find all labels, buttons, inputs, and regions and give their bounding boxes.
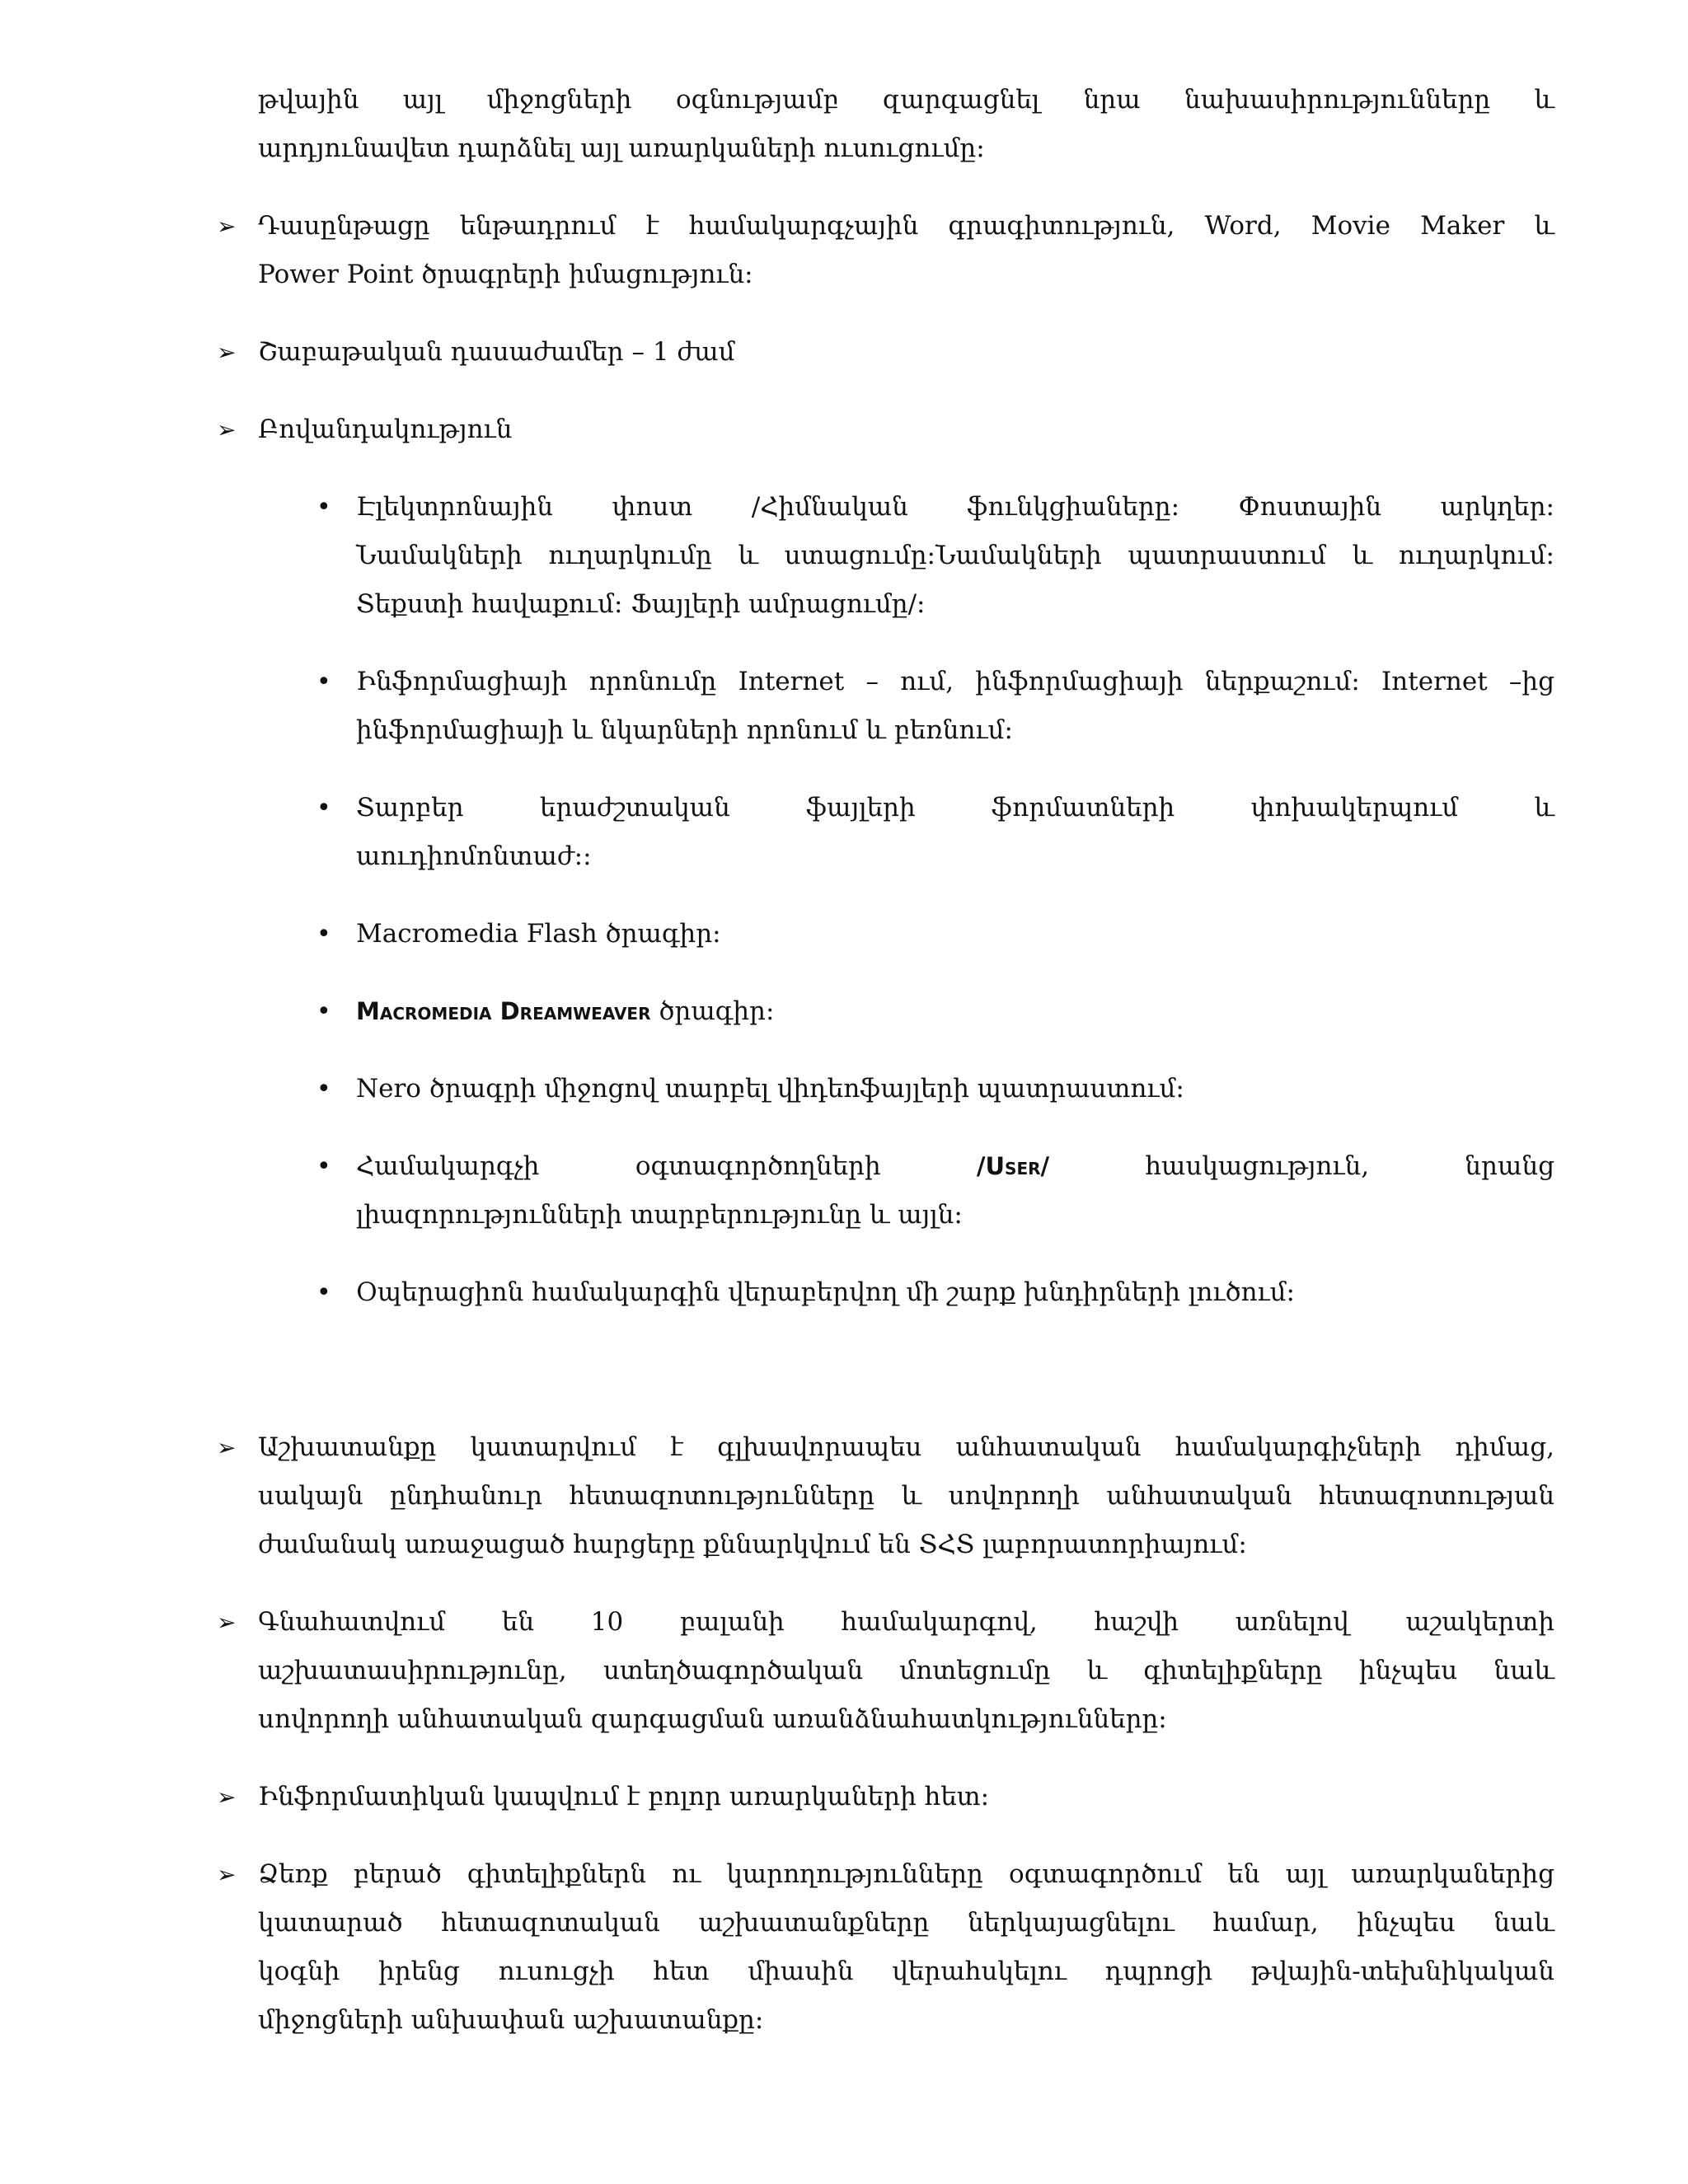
- bullet-icon: •: [316, 1278, 331, 1307]
- text-line: Տեքստի հավաքում: Ֆայլերի ամրացումը/:: [356, 589, 926, 619]
- text-line: Դասընթացը ենթադրում է համակարգչային գրագիտություն, Word, Movie Maker և: [258, 211, 1554, 241]
- text-fragment: նրանց: [1465, 1151, 1554, 1181]
- section-item-applied-knowledge: [217, 1850, 1554, 2045]
- text-line: աուդիոմոնտաժ::: [356, 841, 592, 871]
- section-item-grading: [217, 1598, 1554, 1744]
- text-line: լիազորությունների տարբերությունը և այլն։: [356, 1200, 963, 1230]
- arrow-bullet-icon: ➢: [217, 1434, 237, 1461]
- text-column: [217, 76, 1554, 2074]
- software-name: Macromedia Dreamweaver: [356, 997, 651, 1025]
- text-line: Շաբաթական դասաժամեր – 1 ժամ: [258, 337, 735, 367]
- text-line: Էլեկտրոնային փոստ /Հիմնական ֆունկցիաները: Փոստային արկղեր:: [356, 492, 1554, 522]
- text-line: թվային այլ միջոցների օգնությամբ զարգացնել նրա նախասիրությունները և: [258, 85, 1554, 115]
- text-line: կատարած հետազոտական աշխատանքները ներկայացնելու համար, ինչպես նաև: [258, 1908, 1554, 1938]
- text-line: սովորողի անհատական զարգացման առանձնահատկությունները։: [258, 1704, 1167, 1734]
- text-line: Power Point ծրագրերի իմացություն:: [258, 260, 753, 289]
- bullet-icon: •: [316, 1152, 331, 1181]
- text-fragment: Համակարգչի օգտագործողների: [356, 1151, 881, 1181]
- section-item-course-requirements: [217, 202, 1554, 299]
- bullet-icon: •: [316, 493, 331, 522]
- arrow-bullet-icon: ➢: [217, 339, 237, 366]
- text-line: Macromedia Flash ծրագիր:: [356, 919, 721, 949]
- bullet-icon: •: [316, 794, 331, 823]
- content-list-item-nero: [316, 1065, 1554, 1113]
- bullet-icon: •: [316, 1075, 331, 1104]
- user-term: /User/: [976, 1152, 1050, 1180]
- text-line: սակայն ընդհանուր հետազոտությունները և սովորողի անհատական հետազոտության: [258, 1481, 1554, 1511]
- bullet-icon: •: [316, 920, 331, 949]
- bullet-icon: •: [316, 668, 331, 696]
- bullet-icon: •: [316, 997, 331, 1026]
- text-line: Ինֆորմատիկան կապվում է բոլոր առարկաների հետ:: [258, 1782, 990, 1811]
- text-line: Ձեռք բերած գիտելիքներն ու կարողությունները օգտագործում են այլ առարկաներից: [258, 1859, 1554, 1889]
- content-list-item-audio: [316, 784, 1554, 881]
- text-line: Բովանդակություն: [258, 415, 513, 444]
- section-item-interdisciplinary: [217, 1773, 1554, 1821]
- content-list-item-email: [316, 483, 1554, 629]
- text-line: աշխատասիրությունը, ստեղծագործական մոտեցումը և գիտելիքները ինչպես նաև: [258, 1656, 1554, 1685]
- text-line: Օպերացիոն համակարգին վերաբերվող մի շարք խնդիրների լուծում։: [356, 1277, 1296, 1307]
- text-line: միջոցների անխափան աշխատանքը։: [258, 2005, 764, 2035]
- content-list-item-dreamweaver: [316, 987, 1554, 1036]
- text-line: Նամակների ուղարկումը և ստացումը:Նամակների պատրաստում և ուղարկում:: [356, 541, 1554, 570]
- section-item-weekly-hours: [217, 328, 1554, 377]
- text-line: Տարբեր երաժշտական ֆայլերի ֆորմատների փոխակերպում և: [356, 793, 1554, 823]
- section-item-work-organization: [217, 1423, 1554, 1569]
- text-fragment: ծրագիր:: [659, 996, 775, 1026]
- intro-paragraph: [258, 76, 1554, 173]
- text-fragment: հասկացություն,: [1145, 1151, 1370, 1181]
- text-line: Ինֆորմացիայի որոնումը Internet – ում, ինֆորմացիայի ներքաշում: Internet –ից: [356, 667, 1554, 696]
- arrow-bullet-icon: ➢: [217, 1783, 237, 1811]
- text-line: Աշխատանքը կատարվում է գլխավորապես անհատական համակարգիչների դիմաց,: [258, 1432, 1554, 1462]
- content-list-item-internet: [316, 658, 1554, 755]
- content-list-item-os: [316, 1268, 1554, 1317]
- text-line: արդյունավետ դարձնել այլ առարկաների ուսուցումը։: [258, 134, 985, 163]
- text-line: Nero ծրագրի միջոցով տարբել վիդեոֆայլերի պատրաստում։: [356, 1074, 1184, 1104]
- arrow-bullet-icon: ➢: [217, 416, 237, 443]
- text-line: ինֆորմացիայի և նկարների որոնում և բեռնում:: [356, 715, 1013, 745]
- content-list-item-users: [316, 1142, 1554, 1240]
- arrow-bullet-icon: ➢: [217, 1861, 237, 1888]
- text-line: կօգնի իրենց ուսուցչի հետ միասին վերահսկելու դպրոցի թվային-տեխնիկական: [258, 1957, 1554, 1986]
- content-list-item-flash: [316, 910, 1554, 958]
- text-line: [356, 987, 1554, 1036]
- section-item-contents: [217, 405, 1554, 454]
- text-line: [356, 1142, 1554, 1191]
- arrow-bullet-icon: ➢: [217, 213, 237, 240]
- text-line: ժամանակ առաջացած հարցերը քննարկվում են ՏՀՏ լաբորատորիայում:: [258, 1530, 1247, 1559]
- arrow-bullet-icon: ➢: [217, 1609, 237, 1636]
- text-line: Գնահատվում են 10 բալանի համակարգով, հաշվի առնելով աշակերտի: [258, 1607, 1554, 1637]
